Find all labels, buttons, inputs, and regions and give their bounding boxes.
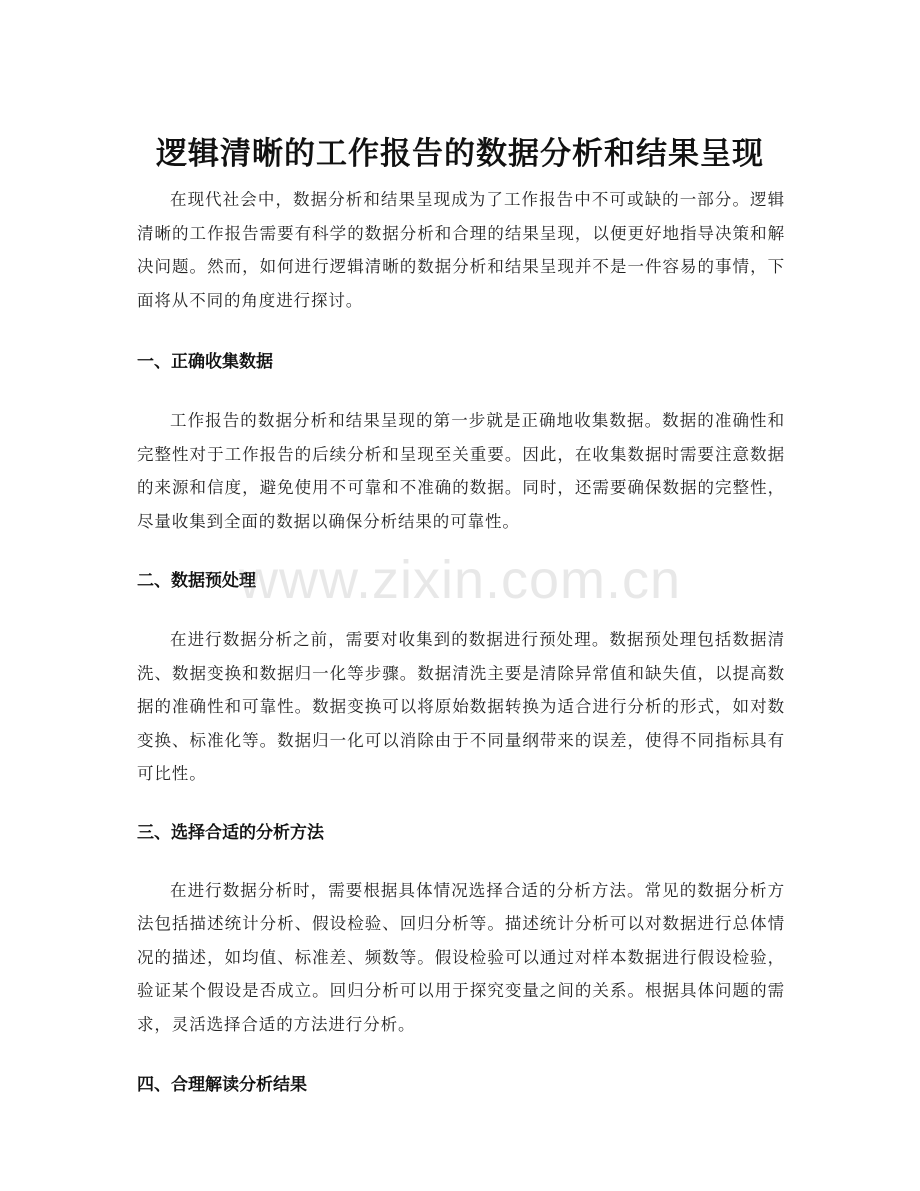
section-heading-4: 四、合理解读分析结果 bbox=[137, 1075, 307, 1095]
document-title: 逻辑清晰的工作报告的数据分析和结果呈现 bbox=[156, 135, 764, 172]
section-paragraph-3: 在进行数据分析时，需要根据具体情况选择合适的分析方法。常见的数据分析方法包括描述统计分析、假设检验、回归分析等。描述统计分析可以对数据进行总体情况的描述，如均值、标准差、频数等。假设检验可以通过对样本数据进行假设检验，验证某个假设是否成立。回归分析可以用于探究变量之间的关系。根据具体问题的需求，灵活选择合适的方法进行分析。 bbox=[137, 880, 785, 1034]
document-body bbox=[137, 183, 785, 1099]
section-paragraph-1: 工作报告的数据分析和结果呈现的第一步就是正确地收集数据。数据的准确性和完整性对于工作报告的后续分析和呈现至关重要。因此，在收集数据时需要注意数据的来源和信度，避免使用不可靠和不准确的数据。同时，还需要确保数据的完整性，尽量收集到全面的数据以确保分析结果的可靠性。 bbox=[137, 411, 785, 531]
section-heading-1: 一、正确收集数据 bbox=[137, 352, 273, 372]
section-heading-3: 三、选择合适的分析方法 bbox=[137, 822, 324, 843]
section-heading-2: 二、数据预处理 bbox=[137, 571, 256, 591]
watermark: www.zixin.com.cn bbox=[238, 550, 682, 610]
section-paragraph-2: 在进行数据分析之前，需要对收集到的数据进行预处理。数据预处理包括数据清洗、数据变换和数据归一化等步骤。数据清洗主要是清除异常值和缺失值，以提高数据的准确性和可靠性。数据变换可以将原始数据转换为适合进行分析的形式，如对数变换、标准化等。数据归一化可以消除由于不同量纲带来的误差，使得不同指标具有可比性。 bbox=[137, 630, 785, 783]
intro-paragraph: 在现代社会中，数据分析和结果呈现成为了工作报告中不可或缺的一部分。逻辑清晰的工作报告需要有科学的数据分析和合理的结果呈现，以便更好地指导决策和解决问题。然而，如何进行逻辑清晰的数据分析和结果呈现并不是一件容易的事情，下面将从不同的角度进行探讨。 bbox=[137, 190, 785, 310]
